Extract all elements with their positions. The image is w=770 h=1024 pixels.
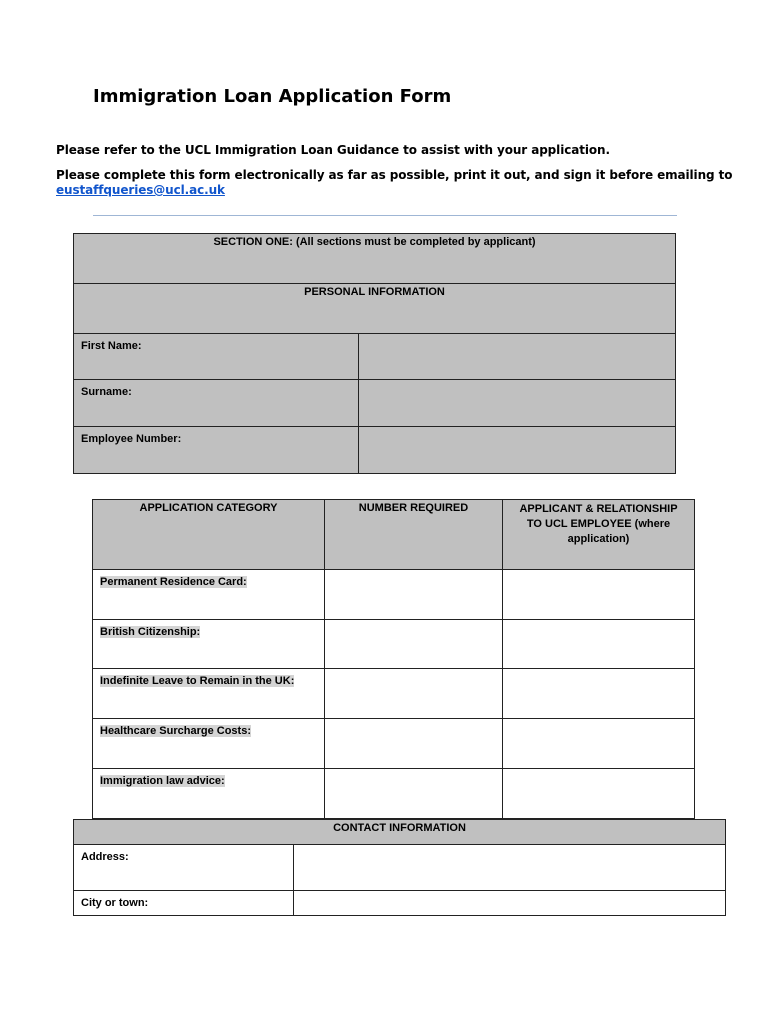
- address-label: Address:: [81, 851, 129, 863]
- personal-info-table: [73, 233, 676, 474]
- category-row-permanent-residence: [93, 570, 325, 620]
- surname-label: Surname:: [81, 386, 132, 398]
- category-row-indefinite-leave: [93, 669, 325, 719]
- applicant-relationship-field[interactable]: [503, 769, 695, 819]
- category-label: British Citizenship:: [100, 626, 201, 638]
- contact-info-header: [74, 820, 726, 845]
- divider: [93, 215, 677, 216]
- applicant-column-header-text: APPLICANT & RELATIONSHIP TO UCL EMPLOYEE (where application): [519, 503, 678, 545]
- applicant-relationship-field[interactable]: [503, 620, 695, 669]
- applicant-relationship-field[interactable]: [503, 570, 695, 620]
- email-link[interactable]: eustaffqueries@ucl.ac.uk: [56, 183, 225, 197]
- surname-label-cell: [74, 380, 359, 427]
- number-required-field[interactable]: [325, 570, 503, 620]
- section-one-header: [74, 234, 676, 284]
- applicant-relationship-field[interactable]: [503, 669, 695, 719]
- intro-instructions-text: Please complete this form electronically as far as possible, print it out, and sign it before emailing to: [56, 168, 733, 182]
- employee-number-label-cell: [74, 427, 359, 474]
- address-label-cell: [74, 845, 294, 891]
- contact-info-header-text: CONTACT INFORMATION: [333, 822, 466, 834]
- category-column-header-text: APPLICATION CATEGORY: [139, 502, 278, 514]
- employee-number-field[interactable]: [359, 427, 676, 474]
- number-column-header-text: NUMBER REQUIRED: [358, 502, 469, 514]
- surname-field[interactable]: [359, 380, 676, 427]
- category-row-british-citizenship: [93, 620, 325, 669]
- personal-info-header-text: PERSONAL INFORMATION: [304, 286, 445, 298]
- personal-info-header: [74, 284, 676, 334]
- first-name-field[interactable]: [359, 334, 676, 380]
- applicant-relationship-field[interactable]: [503, 719, 695, 769]
- number-column-header: [325, 500, 503, 570]
- section-one-header-text: SECTION ONE: (All sections must be completed by applicant): [213, 236, 536, 248]
- page-title: Immigration Loan Application Form: [93, 86, 452, 107]
- city-label: City or town:: [81, 897, 149, 909]
- applicant-column-header: [503, 500, 695, 570]
- address-field[interactable]: [294, 845, 726, 891]
- intro-guidance-text: Please refer to the UCL Immigration Loan Guidance to assist with your application.: [56, 143, 610, 157]
- category-label: Immigration law advice:: [100, 775, 225, 787]
- employee-number-label: Employee Number:: [81, 433, 182, 445]
- number-required-field[interactable]: [325, 719, 503, 769]
- first-name-label: First Name:: [81, 340, 142, 352]
- number-required-field[interactable]: [325, 769, 503, 819]
- category-column-header: [93, 500, 325, 570]
- category-row-immigration-law-advice: [93, 769, 325, 819]
- city-field[interactable]: [294, 891, 726, 916]
- contact-info-table: [73, 819, 726, 916]
- application-category-table: [92, 499, 695, 819]
- category-label: Permanent Residence Card:: [100, 576, 247, 588]
- city-label-cell: [74, 891, 294, 916]
- category-label: Indefinite Leave to Remain in the UK:: [100, 675, 295, 687]
- category-row-healthcare-surcharge: [93, 719, 325, 769]
- category-label: Healthcare Surcharge Costs:: [100, 725, 251, 737]
- number-required-field[interactable]: [325, 620, 503, 669]
- number-required-field[interactable]: [325, 669, 503, 719]
- first-name-label-cell: [74, 334, 359, 380]
